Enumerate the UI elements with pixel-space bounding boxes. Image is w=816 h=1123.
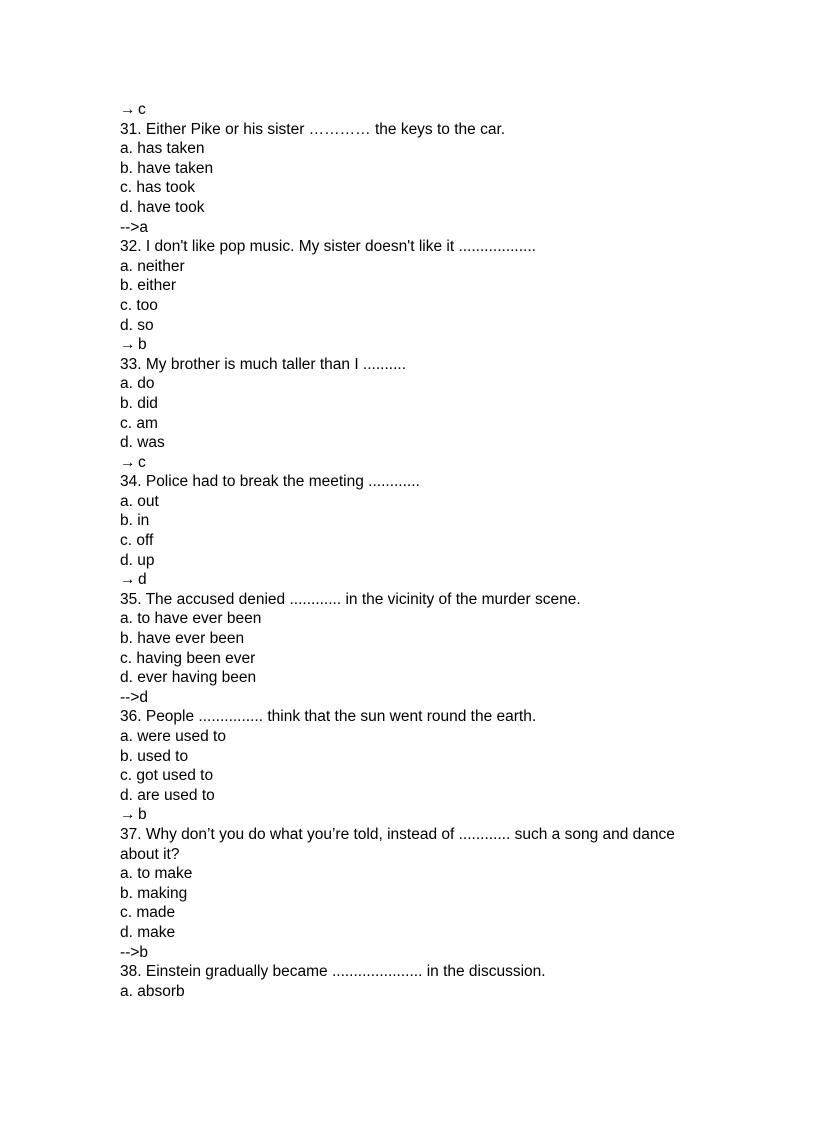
answer-text: b [138, 806, 147, 824]
question-block [120, 590, 680, 708]
answer-option: a. to have ever been [120, 610, 262, 628]
answer-option: a. absorb [120, 982, 185, 1000]
answer-option: d. so [120, 316, 154, 334]
answer-option: b. have ever been [120, 630, 245, 648]
answer-line [120, 453, 680, 473]
question-text: 35. The accused denied ............ in the vicinity of the murder scene. [120, 590, 581, 608]
answer-line [120, 218, 680, 238]
question-block [120, 962, 680, 1001]
answer-line [120, 335, 680, 355]
question-text: 34. Police had to break the meeting ............ [120, 473, 420, 491]
answer-text: c [138, 101, 146, 118]
question-text: 31. Either Pike or his sister ………… the keys to the car. [120, 120, 506, 138]
question-block [120, 120, 680, 238]
arrow-right-icon: → [120, 806, 136, 824]
answer-option: c. too [120, 296, 158, 314]
answer-option: b. making [120, 884, 188, 902]
answer-option: a. neither [120, 257, 185, 275]
answer-line [120, 688, 680, 708]
question-block [120, 707, 680, 825]
arrow-right-icon: → [120, 101, 136, 118]
answer-option: b. either [120, 277, 177, 295]
question-text: 37. Why don’t you do what you’re told, instead of ............ such a song and dance about it? [120, 825, 675, 863]
answer-text: d [138, 571, 147, 589]
answer-option: d. are used to [120, 786, 215, 804]
answer-option: d. was [120, 434, 165, 452]
answer-option: d. ever having been [120, 669, 257, 687]
question-text: 38. Einstein gradually became ..................... in the discussion. [120, 963, 546, 981]
answer-option: c. has took [120, 179, 195, 197]
answer-option: a. has taken [120, 140, 205, 158]
answer-option: d. make [120, 923, 176, 941]
arrow-right-icon: → [120, 336, 136, 354]
answer-option: b. did [120, 394, 158, 412]
answer-line [120, 100, 680, 120]
answer-text: -->b [120, 943, 148, 961]
answer-option: d. have took [120, 198, 205, 216]
question-block [120, 825, 680, 962]
answer-text: -->a [120, 218, 148, 236]
answer-option: b. in [120, 512, 150, 530]
answer-option: a. to make [120, 865, 193, 883]
answer-line [120, 805, 680, 825]
answer-line [120, 570, 680, 590]
answer-line [120, 943, 680, 963]
answer-option: a. do [120, 375, 155, 393]
answer-option: a. out [120, 492, 159, 510]
arrow-right-icon: → [120, 571, 136, 589]
document-page [120, 100, 680, 1001]
answer-option: a. were used to [120, 728, 226, 745]
answer-text: b [138, 336, 147, 354]
answer-option: d. up [120, 551, 155, 569]
answer-option: c. having been ever [120, 649, 256, 667]
question-text: 36. People ............... think that the sun went round the earth. [120, 708, 537, 726]
answer-option: b. used to [120, 747, 189, 765]
answer-option: c. got used to [120, 767, 214, 785]
question-block [120, 237, 680, 355]
question-text: 33. My brother is much taller than I .......... [120, 355, 407, 373]
question-block [120, 355, 680, 473]
arrow-right-icon: → [120, 453, 136, 471]
answer-text: c [138, 453, 146, 471]
answer-option: c. am [120, 414, 158, 432]
answer-option: b. have taken [120, 159, 214, 177]
answer-text: -->d [120, 688, 148, 706]
answer-option: c. off [120, 532, 154, 550]
answer-option: c. made [120, 904, 176, 922]
question-text: 32. I don't like pop music. My sister doesn't like it .................. [120, 238, 536, 256]
question-list [120, 120, 680, 1002]
question-block [120, 472, 680, 590]
